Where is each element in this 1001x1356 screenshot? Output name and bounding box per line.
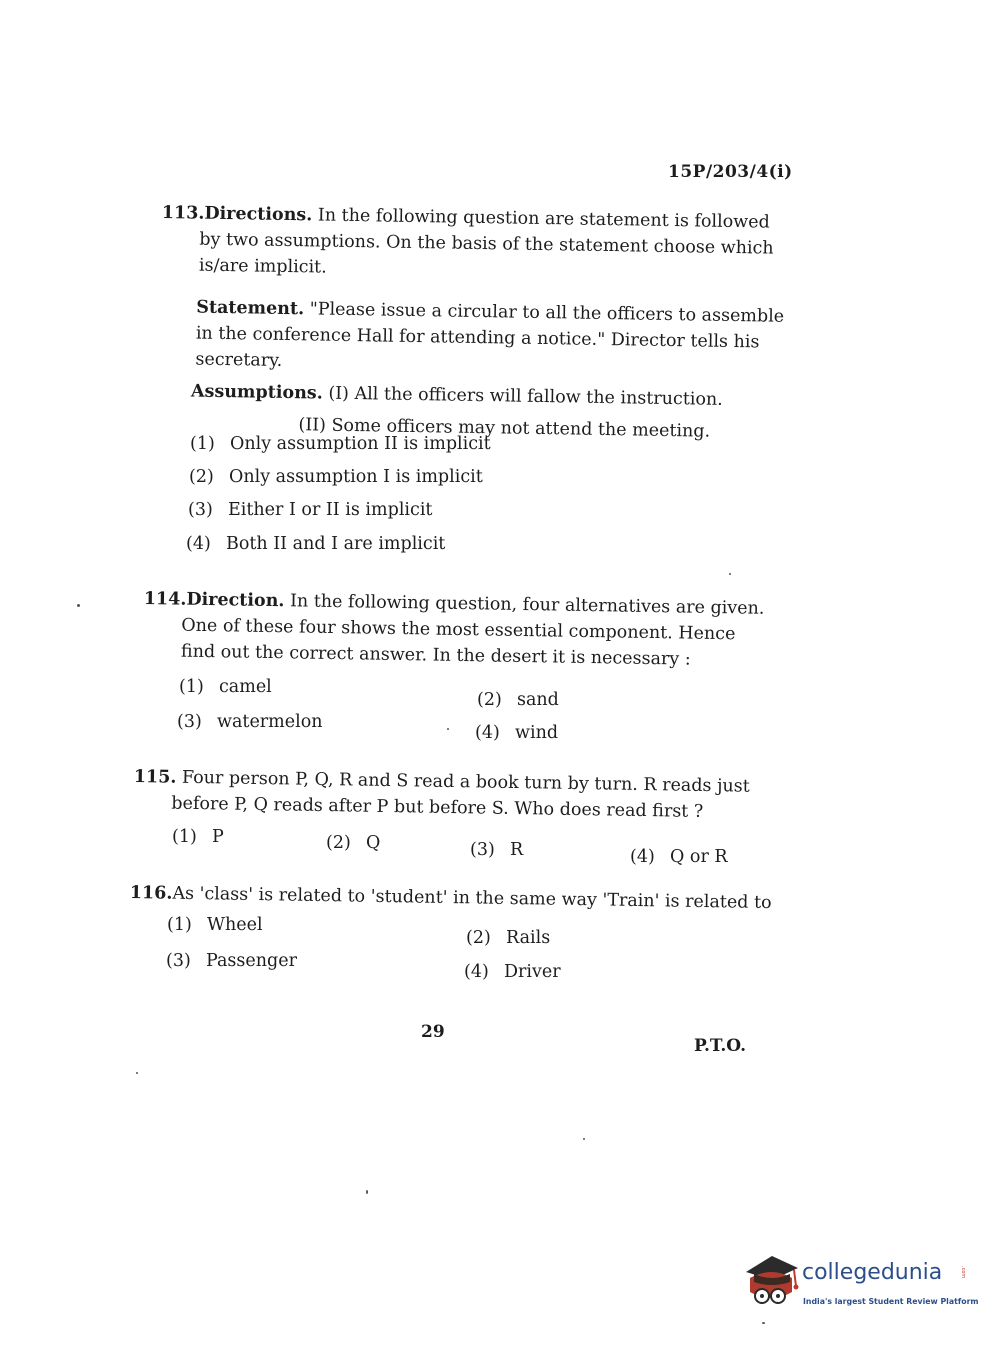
- logo-domain: .com: [960, 1266, 966, 1279]
- option-number: (4): [186, 534, 211, 554]
- option-116-1[interactable]: [167, 915, 263, 935]
- option-number: (2): [189, 467, 214, 487]
- directions-label: Directions.: [204, 203, 313, 226]
- question-116: [130, 880, 770, 916]
- option-number: (1): [179, 677, 204, 697]
- question-number: 113.: [161, 202, 205, 224]
- paper-code: 15P/203/4(i): [668, 162, 793, 182]
- collegedunia-logo[interactable]: [742, 1252, 979, 1320]
- option-text: camel: [219, 677, 272, 697]
- option-number: (4): [630, 847, 655, 867]
- option-number: (3): [470, 840, 495, 860]
- question-number: 114.: [143, 588, 187, 610]
- option-116-3[interactable]: [166, 951, 297, 971]
- option-number: (1): [190, 434, 215, 454]
- option-115-4[interactable]: [630, 847, 728, 867]
- option-text: sand: [517, 690, 559, 710]
- option-text: Either I or II is implicit: [228, 500, 433, 520]
- option-text: Only assumption I is implicit: [229, 467, 483, 487]
- option-text: Wheel: [207, 915, 263, 935]
- option-113-2[interactable]: [189, 467, 483, 487]
- option-text: Passenger: [206, 951, 297, 971]
- question-text: In the following question are statement is followed by two assumptions. On the basis of the statement choose which is/are implicit.: [198, 205, 774, 278]
- scan-speck: [366, 1190, 368, 1194]
- option-115-1[interactable]: [172, 827, 224, 847]
- assumption-1: (I) All the officers will fallow the instruction.: [328, 383, 723, 410]
- option-113-4[interactable]: [186, 534, 445, 554]
- option-text: watermelon: [217, 712, 323, 732]
- scan-speck: [136, 1072, 138, 1074]
- question-number: 116.: [129, 882, 173, 904]
- option-114-3[interactable]: [177, 712, 323, 732]
- direction-label: Direction.: [186, 589, 285, 612]
- option-number: (2): [466, 928, 491, 948]
- logo-name: collegedunia: [802, 1260, 943, 1285]
- statement-label: Statement.: [196, 297, 305, 320]
- option-113-3[interactable]: [188, 500, 432, 520]
- option-115-2[interactable]: [326, 833, 380, 853]
- question-text: As 'class' is related to 'student' in the same way 'Train' is related to: [172, 883, 772, 914]
- assumption-2: (II) Some officers may not attend the meeting.: [298, 415, 711, 442]
- option-text: wind: [515, 723, 559, 743]
- question-text: Four person P, Q, R and S read a book turn by turn. R reads just before P, Q reads after P but before S. Who does read first ?: [171, 767, 750, 822]
- option-text: Only assumption II is implicit: [230, 434, 491, 454]
- scan-speck: [447, 728, 449, 730]
- option-114-1[interactable]: [179, 677, 272, 697]
- option-text: Q or R: [670, 847, 728, 867]
- option-number: (3): [188, 500, 213, 520]
- question-number: 115.: [133, 766, 177, 788]
- option-114-4[interactable]: [475, 723, 558, 743]
- option-text: Rails: [506, 928, 551, 948]
- question-text: In the following question, four alternatives are given. One of these four shows the most essential component. Hence find out the correct answer. In the desert it is necessary :: [180, 591, 765, 670]
- statement-text: "Please issue a circular to all the officers to assemble in the conference Hall for attending a notice." Director tells his secretary.: [195, 299, 785, 371]
- option-text: Both II and I are implicit: [226, 534, 446, 554]
- option-number: (3): [166, 951, 191, 971]
- option-115-3[interactable]: [470, 840, 523, 860]
- pto-label: P.T.O.: [694, 1036, 746, 1056]
- option-number: (2): [477, 690, 502, 710]
- scan-speck: [729, 573, 731, 575]
- option-text: Driver: [504, 962, 561, 982]
- mascot-icon: [742, 1252, 802, 1314]
- option-116-2[interactable]: [466, 928, 550, 948]
- option-114-2[interactable]: [477, 690, 559, 710]
- scan-speck: [77, 604, 80, 607]
- option-text: Q: [366, 833, 381, 853]
- option-number: (4): [464, 962, 489, 982]
- question-114: [143, 586, 772, 674]
- scan-speck: [762, 1322, 765, 1324]
- page-number: 29: [421, 1022, 445, 1042]
- option-text: R: [510, 840, 524, 860]
- option-text: P: [212, 827, 224, 847]
- option-116-4[interactable]: [464, 962, 561, 982]
- scan-speck: [583, 1138, 585, 1140]
- logo-tagline: India's largest Student Review Platform: [803, 1297, 979, 1306]
- question-113: [158, 200, 790, 446]
- option-113-1[interactable]: [190, 434, 491, 454]
- option-number: (1): [172, 827, 197, 847]
- option-number: (2): [326, 833, 351, 853]
- assumptions-label: Assumptions.: [190, 381, 323, 404]
- question-115: [133, 764, 762, 826]
- option-number: (1): [167, 915, 192, 935]
- option-number: (3): [177, 712, 202, 732]
- option-number: (4): [475, 723, 500, 743]
